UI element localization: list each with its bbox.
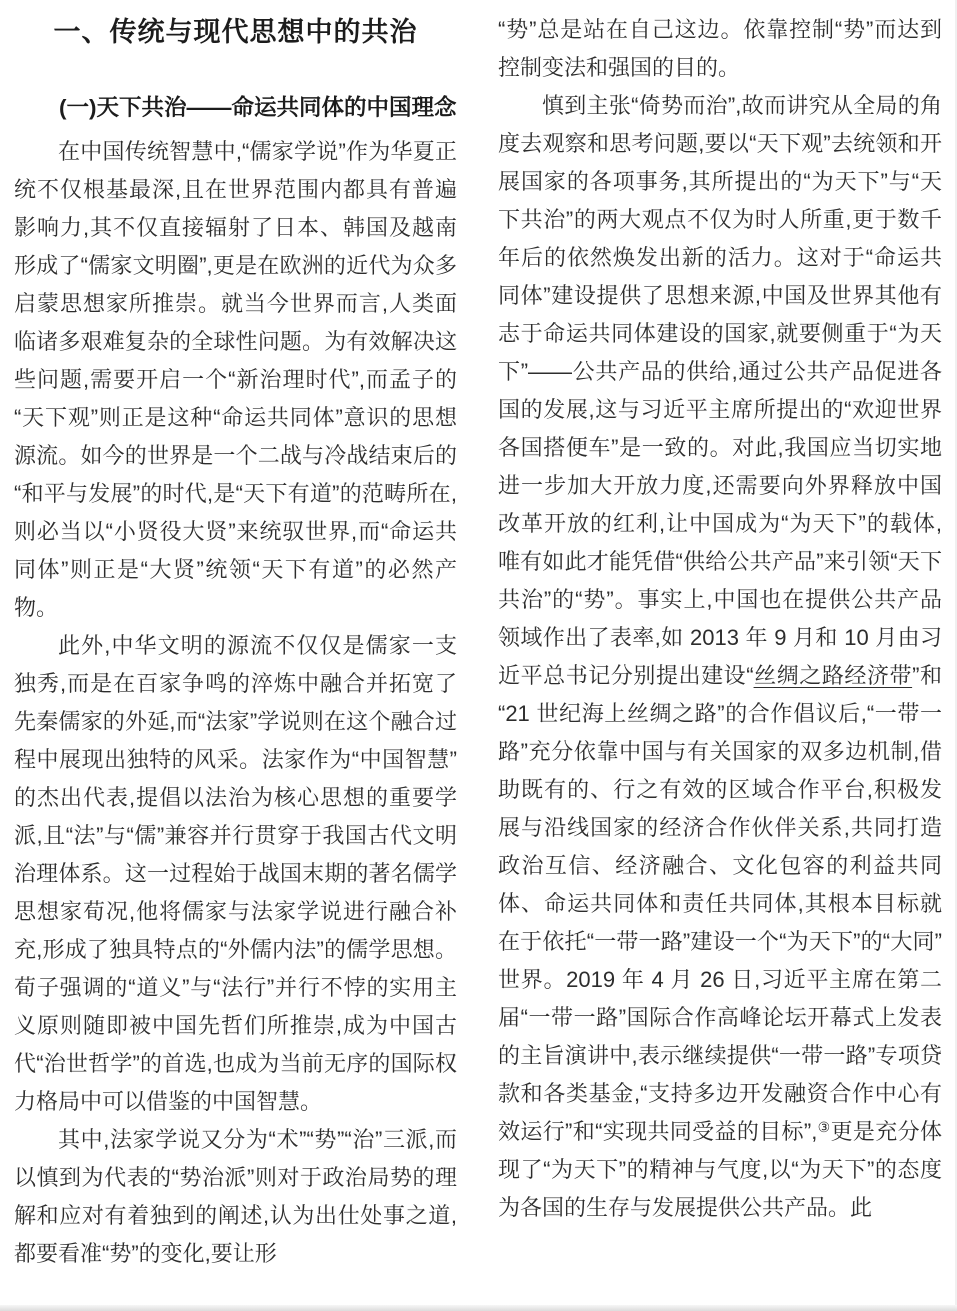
text-segment: 慎到主张“倚势而治”,故而讲究从全局的角度去观察和思考问题,要以“天下观”去统领和开展国家的各项事务,其所提出的“为天下”与“天下共治”的两大观点不仅为时人所重,更于数千年后的依然焕发出新的活力。这对于“命运共同体”建设提供了思想来源,中国及世界其他有志于命运共同体建设的国家,就要侧重于“为天下”——公共产品的供给,通过公共产品促进各国的发展,这与习近平主席所提出的“欢迎世界各国搭便车”是一致的。对此,我国应当切实地进一步加大开放力度,还需要向外界释放中国改革开放的红利,让中国成为“为天下”的载体,唯有如此才能凭借“供给公共产品”来引领“天下共治”的“势”。事实上,中国也在提供公共产品领域作出了表率,如 2013 年 9 月和 10 月由习近平总书记分别提出建设“ [498,93,942,688]
text-segment: ”和“21 世纪海上丝绸之路”的合作倡议后,“一带一路”充分依靠中国与有关国家的双多边机制,借助既有的、行之有效的区域合作平台,积极发展与沿线国家的经济合作伙伴关系,共同打造政治互信、经济融合、文化包容的利益共同体、命运共同体和责任共同体,其根本目标就在于依托“一带一路”建设一个“为天下”的“大同”世界。2019 年 4 月 26 日,习近平主席在第二届“一带一路”国际合作高峰论坛开幕式上发表的主旨演讲中,表示继续提供“一带一路”专项贷款和各类基金,“支持多边开发融资合作中心有效运行”和“实现共同受益的目标”, [498,663,943,1144]
subsection-heading: (一)天下共治——命运共同体的中国理念 [59,95,457,120]
paragraph [498,11,942,87]
text-segment: 更是充分体现了“为天下”的精神与气度,以“为天下”的态度为各国的生存与发展提供公共产品。此 [498,1119,942,1220]
paragraph [498,87,942,1227]
footnote-marker: ③ [817,1119,831,1135]
section-heading: 一、传统与现代思想中的共治 [53,17,418,47]
text-segment: 此外,中华文明的源流不仅仅是儒家一支独秀,而是在百家争鸣的淬炼中融合并拓宽了先秦儒家的外延,而“法家”学说则在这个融合过程中展现出独特的风采。法家作为“中国智慧”的杰出代表,提倡以法治为核心思想的重要学派,且“法”与“儒”兼容并行贯穿于我国古代文明治理体系。这一过程始于战国末期的著名儒学思想家荀况,他将儒家与法家学说进行融合补充,形成了独具特点的“外儒内法”的儒学思想。荀子强调的“道义”与“法行”并行不悖的实用主义原则随即被中国先哲们所推崇,成为中国古代“治世哲学”的首选,也成为当前无序的国际权力格局中可以借鉴的中国智慧。 [14,633,457,1114]
text-segment: “势”总是站在自己这边。依靠控制“势”而达到控制变法和强国的目的。 [498,17,942,80]
left-column-text [14,133,457,1273]
paragraph [14,1121,457,1273]
left-column [14,0,457,1273]
right-column [498,0,942,1227]
text-segment: 其中,法家学说又分为“术”“势”“治”三派,而以慎到为代表的“势治派”则对于政治局势的理解和应对有着独到的阐述,认为出仕处事之道,都要看准“势”的变化,要让形 [14,1127,457,1266]
paragraph [14,627,457,1121]
text-segment: 在中国传统智慧中,“儒家学说”作为华夏正统不仅根基最深,且在世界范围内都具有普遍影响力,其不仅直接辐射了日本、韩国及越南形成了“儒家文明圈”,更是在欧洲的近代为众多启蒙思想家所推崇。就当今世界而言,人类面临诸多艰难复杂的全球性问题。为有效解决这些问题,需要开启一个“新治理时代”,而孟子的“天下观”则正是这种“命运共同体”意识的思想源流。如今的世界是一个二战与冷战结束后的“和平与发展”的时代,是“天下有道”的范畴所在,则必当以“小贤役大贤”来统驭世界,而“命运共同体”则正是“大贤”统领“天下有道”的必然产物。 [14,139,457,620]
page-edge-bottom [0,1305,957,1311]
paragraph [14,133,457,627]
right-column-text [498,11,942,1227]
text-segment: 丝绸之路经济带 [753,663,913,688]
